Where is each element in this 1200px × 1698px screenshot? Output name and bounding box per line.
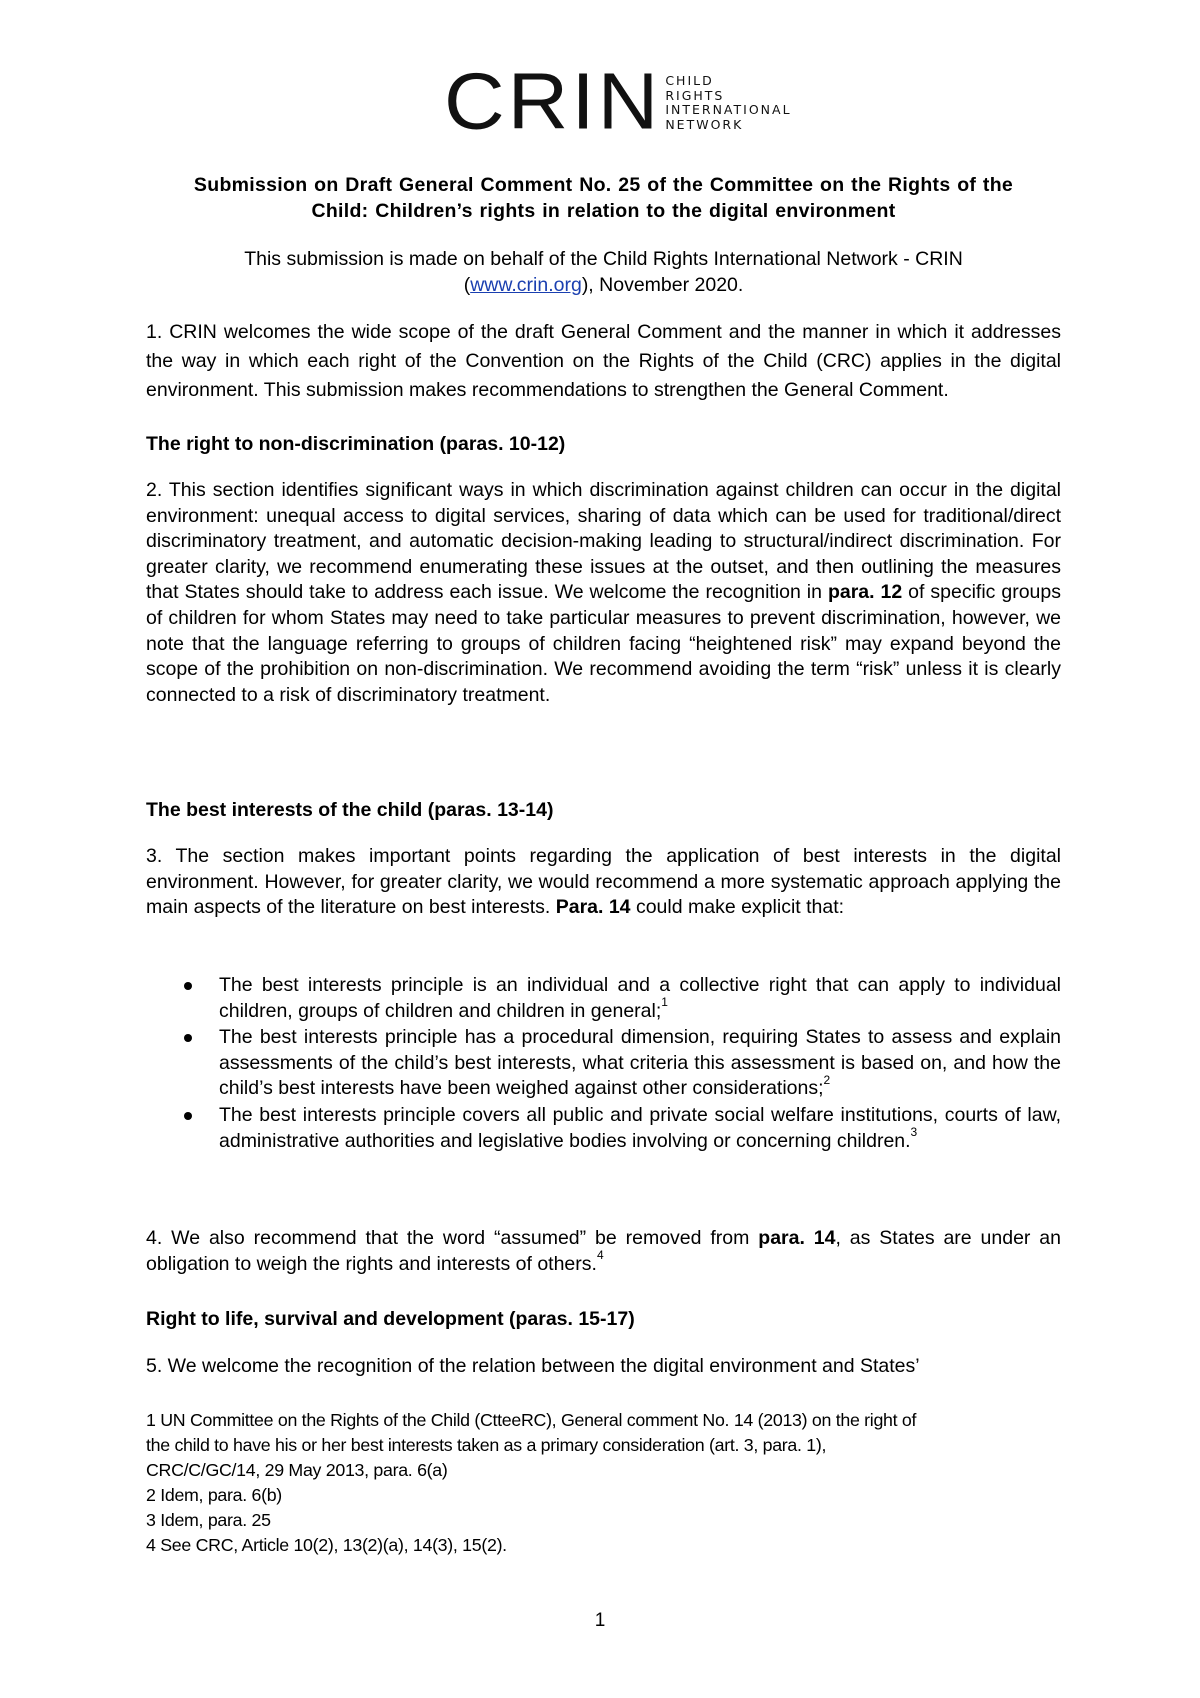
logo-line: INTERNATIONAL bbox=[665, 102, 792, 118]
section-heading-non-discrimination: The right to non-discrimination (paras. 10-12) bbox=[146, 433, 566, 455]
bullet-icon bbox=[184, 1112, 192, 1120]
logo-line: NETWORK bbox=[665, 116, 744, 132]
paragraph-5: 5. We welcome the recognition of the relation between the digital environment and States’ bbox=[146, 1355, 920, 1377]
logo-line: CHILD bbox=[665, 73, 714, 88]
footnotes bbox=[146, 1408, 1086, 1558]
paragraph-4-ref: para. 14 bbox=[758, 1227, 836, 1249]
footnote-line: the child to have his or her best interests taken as a primary consideration (art. 3, para. 1), bbox=[146, 1435, 827, 1455]
section-heading-best-interests: The best interests of the child (paras. 13-14) bbox=[146, 799, 554, 821]
intro-date: ), November 2020. bbox=[581, 274, 744, 296]
paragraph-3 bbox=[146, 844, 1061, 921]
list-item bbox=[146, 973, 1061, 1024]
list-item-text: The best interests principle has a procedural dimension, requiring States to assess and explain assessments of the child’s best interests, what criteria this assessment is based on, and how the child’s best interests have been weighed against other considerations; bbox=[219, 1026, 1061, 1100]
best-interests-list bbox=[146, 973, 1061, 1154]
paragraph-4-text: 4. We also recommend that the word “assumed” be removed from bbox=[146, 1227, 759, 1249]
title-line-1: Submission on Draft General Comment No. 25 of the Committee on the Rights of the bbox=[193, 174, 1014, 196]
paragraph-3-ref: Para. 14 bbox=[555, 896, 631, 919]
intro-line-1: This submission is made on behalf of the Child Rights International Network - CRIN bbox=[244, 248, 963, 270]
footnote-line: 1 UN Committee on the Rights of the Child (CtteeRC), General comment No. 14 (2013) on the right of bbox=[146, 1410, 917, 1430]
paragraph-2-text-cont: of specific groups of children for whom States may need to take particular measures to prevent discrimination, however, we note that the language referring to groups of children facing “heightened risk” may expand beyond the scope of the prohibition on non-discrimination. We recommend avoiding the term “risk” unless it is clearly connected to a risk of discriminatory treatment. bbox=[146, 581, 1061, 706]
footnote-ref: 4 bbox=[596, 1248, 604, 1263]
footnote-ref: 2 bbox=[823, 1072, 831, 1087]
list-item bbox=[146, 1025, 1061, 1102]
title-line-2: Child: Children’s rights in relation to the digital environment bbox=[311, 200, 896, 222]
paragraph-2-ref: para. 12 bbox=[827, 581, 903, 604]
page-number: 1 bbox=[594, 1610, 606, 1631]
paragraph-2-text: 2. This section identifies significant ways in which discrimination against children can occur in the digital environment: unequal access to digital services, sharing of data which can be used for traditional/direct discriminatory treatment, and automatic decision-making leading to structural/indirect discrimination. For greater clarity, we recommend enumerating these issues at the outset, and then outlining the measures that States should take to address each issue. We welcome the recognition in bbox=[146, 479, 1061, 604]
crin-website-link[interactable]: www.crin.org bbox=[470, 274, 582, 296]
bullet-icon bbox=[184, 1034, 192, 1042]
document-title bbox=[146, 172, 1061, 224]
logo-subtitle bbox=[665, 74, 791, 132]
paragraph-4 bbox=[146, 1226, 1061, 1277]
list-item bbox=[146, 1103, 1061, 1154]
list-item-text: The best interests principle is an individual and a collective right that can apply to individual children, groups of children and children in general; bbox=[219, 974, 1061, 1022]
paragraph-4-text-cont: , as States are under an obligation to weigh the rights and interests of others. bbox=[146, 1227, 1061, 1275]
paragraph-1: 1. CRIN welcomes the wide scope of the draft General Comment and the manner in which it addresses the way in which each right of the Convention on the Rights of the Child (CRC) applies in the digital environment. This submission makes recommendations to strengthen the General Comment. bbox=[146, 321, 1061, 401]
footnote-line: CRC/C/GC/14, 29 May 2013, para. 6(a) bbox=[146, 1460, 448, 1480]
paragraph-3-text-cont: could make explicit that: bbox=[630, 896, 845, 919]
crin-logo bbox=[444, 56, 792, 146]
paragraph-2 bbox=[146, 478, 1061, 708]
footnote-line: 4 See CRC, Article 10(2), 13(2)(a), 14(3), 15(2). bbox=[146, 1535, 507, 1555]
intro-statement bbox=[146, 246, 1061, 298]
intro-paren: ( bbox=[463, 274, 471, 296]
logo-wordmark: CRIN bbox=[444, 56, 662, 146]
list-item-text: The best interests principle covers all public and private social welfare institutions, courts of law, administrative authorities and legislative bodies involving or concerning children. bbox=[219, 1103, 1061, 1152]
footnote-ref: 1 bbox=[661, 995, 668, 1010]
footnote-ref: 3 bbox=[910, 1125, 918, 1140]
footnote-line: 3 Idem, para. 25 bbox=[146, 1510, 271, 1530]
bullet-icon bbox=[184, 982, 192, 990]
intro-line-2 bbox=[146, 272, 1061, 298]
footnote-line: 2 Idem, para. 6(b) bbox=[146, 1485, 282, 1505]
logo-line: RIGHTS bbox=[665, 87, 725, 103]
paragraph-3-text: 3. The section makes important points regarding the application of best interests in the digital environment. However, for greater clarity, we would recommend a more systematic approach applying the main aspects of the literature on best interests. bbox=[146, 845, 1061, 919]
section-heading-right-to-life: Right to life, survival and development (paras. 15-17) bbox=[146, 1308, 635, 1330]
